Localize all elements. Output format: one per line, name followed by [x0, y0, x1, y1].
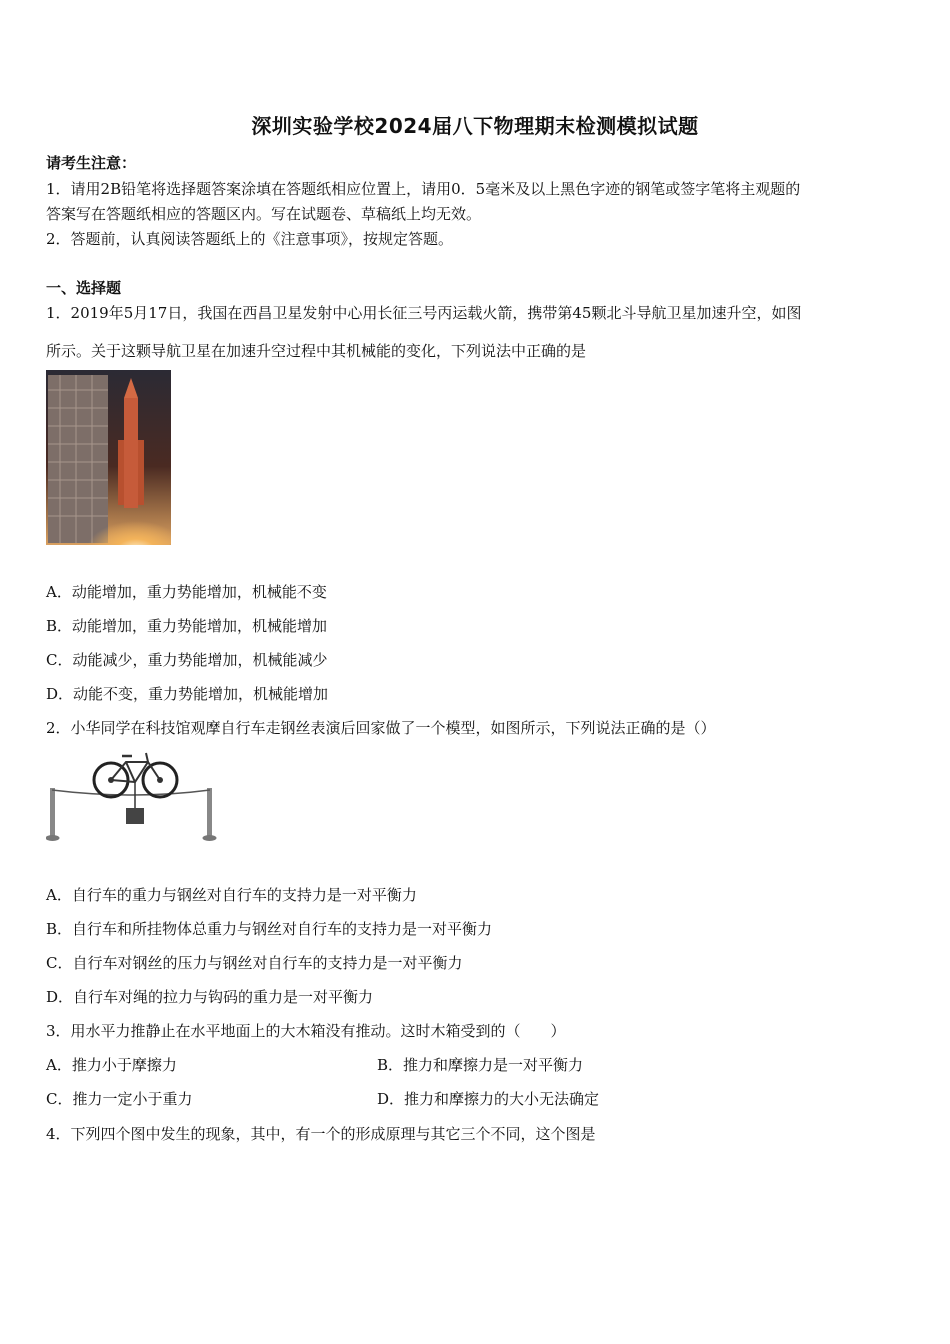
notice-line-1b: 答案写在答题纸相应的答题区内。写在试题卷、草稿纸上均无效。	[46, 205, 482, 223]
q1-option-a: A．动能增加，重力势能增加，机械能不变	[46, 583, 327, 601]
q1-stem-line1: 1．2019年5月17日，我国在西昌卫星发射中心用长征三号丙运载火箭，携带第45颗北斗导航卫星加速升空，如图	[46, 304, 802, 322]
page-title: 深圳实验学校2024届八下物理期末检测模拟试题	[251, 114, 699, 138]
notice-line-2: 2．答题前，认真阅读答题纸上的《注意事项》，按规定答题。	[46, 230, 454, 248]
notice-heading: 请考生注意：	[46, 154, 137, 172]
q2-option-d: D．自行车对绳的拉力与钩码的重力是一对平衡力	[46, 988, 374, 1006]
bicycle-on-wire-image	[46, 748, 224, 844]
q1-option-d: D．动能不变，重力势能增加，机械能增加	[46, 685, 329, 703]
q2-option-c: C．自行车对钢丝的压力与钢丝对自行车的支持力是一对平衡力	[46, 954, 463, 972]
q3-option-d: D．推力和摩擦力的大小无法确定	[377, 1090, 600, 1108]
q3-option-c: C．推力一定小于重力	[46, 1090, 193, 1108]
q2-option-b: B．自行车和所挂物体总重力与钢丝对自行车的支持力是一对平衡力	[46, 920, 493, 938]
q4-stem: 4．下列四个图中发生的现象，其中，有一个的形成原理与其它三个不同，这个图是	[46, 1125, 596, 1143]
q2-stem: 2．小华同学在科技馆观摩自行车走钢丝表演后回家做了一个模型，如图所示，下列说法正确的是（）	[46, 719, 716, 737]
notice-line-1a: 1．请用2B铅笔将选择题答案涂填在答题纸相应位置上，请用0．5毫米及以上黑色字迹的钢笔或签字笔将主观题的	[46, 180, 801, 198]
q1-option-b: B．动能增加，重力势能增加，机械能增加	[46, 617, 328, 635]
q1-stem-line2: 所示。关于这颗导航卫星在加速升空过程中其机械能的变化，下列说法中正确的是	[46, 342, 587, 360]
section-heading: 一、选择题	[46, 279, 122, 297]
q3-stem: 3．用水平力推静止在水平地面上的大木箱没有推动。这时木箱受到的（ ）	[46, 1022, 566, 1040]
q1-option-c: C．动能减少，重力势能增加，机械能减少	[46, 651, 328, 669]
q3-option-a: A．推力小于摩擦力	[46, 1056, 177, 1074]
rocket-launch-image	[46, 370, 171, 545]
q2-option-a: A．自行车的重力与钢丝对自行车的支持力是一对平衡力	[46, 886, 417, 904]
q3-option-b: B．推力和摩擦力是一对平衡力	[377, 1056, 584, 1074]
